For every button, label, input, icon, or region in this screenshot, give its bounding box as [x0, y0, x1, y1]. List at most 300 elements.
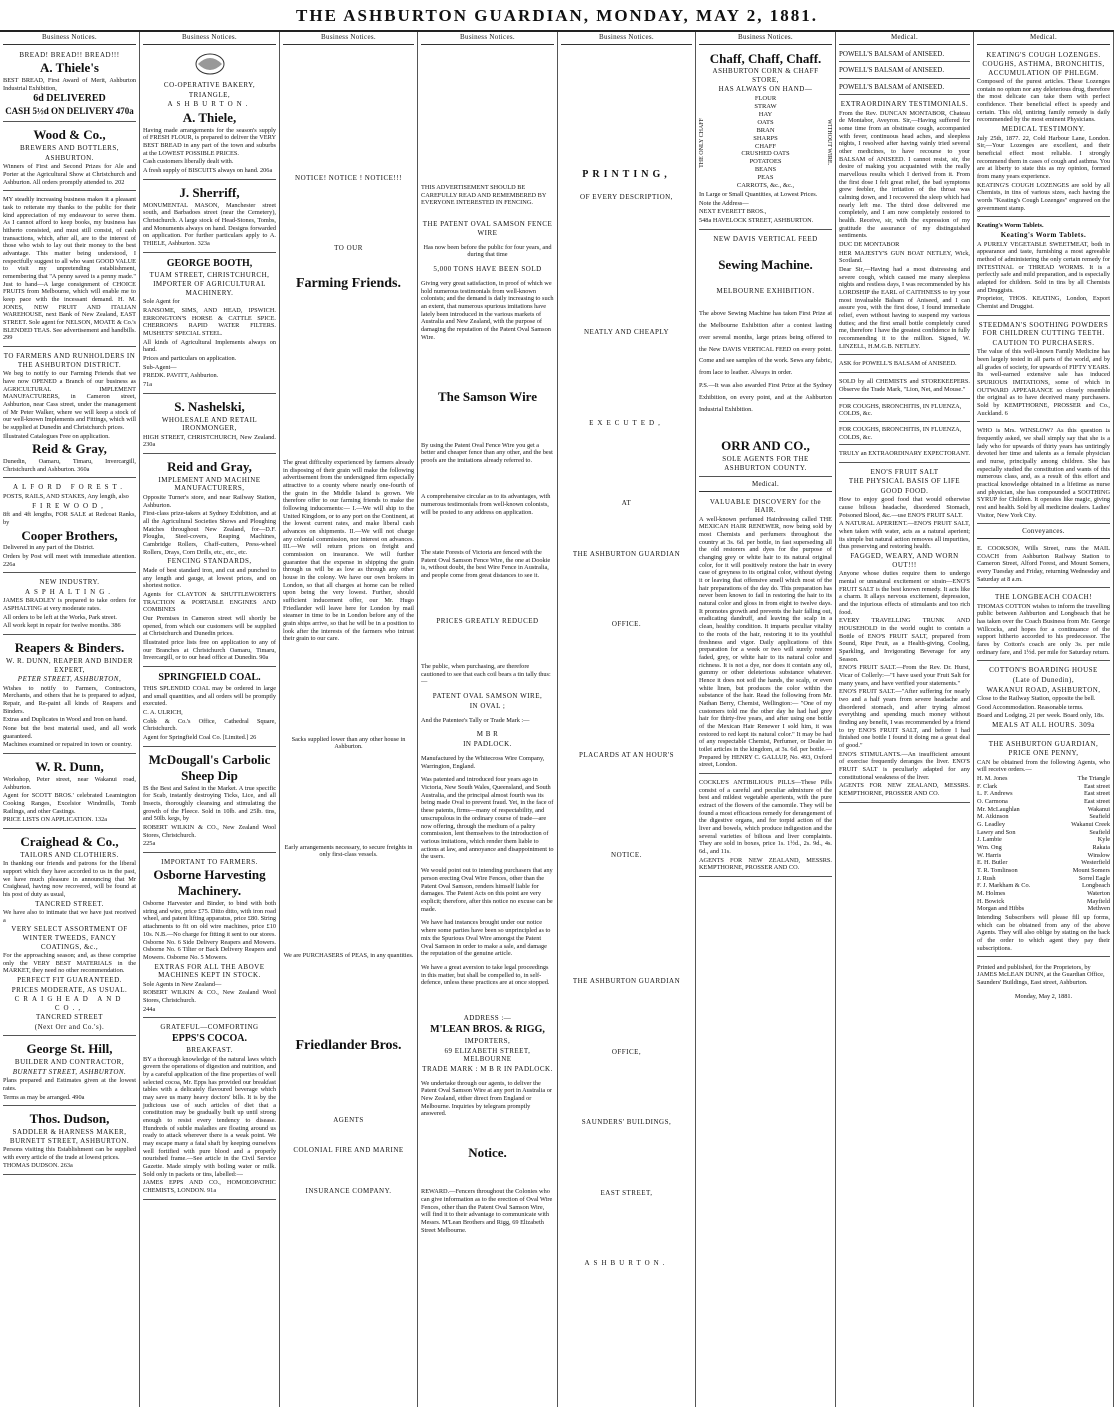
- agent-name: Wm. Ong: [977, 844, 1002, 852]
- ad-coop-bakery: [143, 48, 276, 180]
- ad-line: BEST BREAD, First Award of Merit, Ashburton Industrial Exhibition,: [3, 76, 136, 92]
- ad-title: SPRINGFIELD COAL.: [158, 671, 261, 683]
- agent-place: Wakanui: [1087, 805, 1110, 813]
- ad-body: First-class prize-takers at Sydney Exhibition, and at all the Agricultural Societies Shows and Ploughing Matches throughout New Zealand, for—D.F. Ploughs, Steel-covers, Reaping Machines, Cambridge Rollers, Chaff-cutters, Press-wheel Rollers, Drays, Corn Drills, etc., etc., etc.: [143, 510, 276, 556]
- ad-line: PRICES MODERATE, AS USUAL.: [11, 985, 128, 994]
- guardian-line: THE ASHBURTON GUARDIAN: [572, 976, 681, 985]
- ad-ask: [839, 357, 970, 373]
- ad-body: P.S.—It was also awarded First Prize at the Sydney Exhibition, on every point, and at the Ashburton Industrial Exhibition.: [699, 382, 832, 414]
- ad-body: Having made arrangements for the season's supply of FRESH FLOUR, is prepared to deliver the VERY BEST BREAD in any part of the town and suburbs at the LOWEST POSSIBLE PRICES.: [143, 126, 276, 157]
- samson-body: We have a great aversion to take legal proceedings in this matter, but shall be compelled to, in self-defence, unless these practices are at once stopped.: [421, 964, 550, 987]
- ad-title: EXTRAORDINARY TESTIMONIALS.: [840, 100, 969, 109]
- masthead-title: THE ASHBURTON GUARDIAN, MONDAY, MAY 2, 1881.: [296, 6, 818, 25]
- ad-title: STEEDMAN'S SOOTHING POWDERS FOR CHILDREN CUTTING TEETH.: [978, 320, 1109, 338]
- powells-line: POWELL'S BALSAM of ANISEED.: [839, 81, 970, 96]
- ad-title: VALUABLE DISCOVERY for the HAIR.: [709, 497, 822, 515]
- samson-line: 5,000 TONS HAVE BEEN SOLD: [433, 265, 542, 274]
- ad-line: 71a: [143, 381, 153, 389]
- ad-line: IMPLEMENT AND MACHINE MANUFACTURERS,: [158, 475, 261, 493]
- agent-row: [977, 790, 1110, 798]
- ad-body: A well-known perfumed Hairdressing called THE MEXICAN HAIR RENEWER, now being sold by most Chemists and perfumers throughout the country at 3s. 6d. per bottle, in fast superseding all the old restorers and dyes for the purpose of changing grey or white hair to its natural original color, for it will positively restore the hair in every case of greyness to its original color, without dyeing it or leaving that offensive smell which most of the hair preparations of the day do. This preparation has never been known to fail in restoring the hair to its natural color and gloss in from eight to twelve days. It promotes growth and prevents the hair falling out, eradicating dandruff, and leaving the scalp in a clean, healthy condition. It imparts peculiar vitality to the roots of the hair, restoring it to its youthful freshness and vigor. Daily applications of this preparation for a week or two will surely restore faded, grey, or white hair to its natural color and richness. It is not a dye, nor does it contain any oil, gummy or other deleterious substance whatever. Hence it does not soil the hands, the scalp, or even white linen, but produces the color within the substance of the hair. Read the following from Mr. Nathan Berry, Chemist, Wellington:— "One of my customers told me the other day he had had grey hair for thirty-five years, and after using one bottle of the Mexican Hair Renewer I sold him, it was restored to red kept its natural color." It may be had of any respectable Chemist, Perfumer, or Dealer in toilet articles in the kingdom, at 3s. 6d. per bottle.—Prepared by HENRY C. GALLUP, No. 493, Oxford street, London.: [699, 515, 832, 769]
- ad-line: JAMES EPPS AND CO., HOMOEOPATHIC CHEMISTS, LONDON. 91a: [143, 1179, 276, 1194]
- ad-title: A. Thiele,: [182, 109, 237, 125]
- agent-place: Mount Somers: [1072, 867, 1110, 875]
- ad-line: AGENTS FOR NEW ZEALAND, MESSRS. KEMPTHORNE, PROSSER AND CO.: [839, 782, 970, 798]
- chaff-item: CRUSHED OATS: [741, 150, 790, 158]
- ad-line: Plans prepared and Estimates given at the lowest rates.: [3, 1077, 136, 1092]
- ad-title: Osborne Harvesting Machinery.: [153, 867, 266, 899]
- at-line: AT: [621, 499, 632, 508]
- ad-line: Illustrated price lists free on application to any of our Branches at Christchurch Oamaru, Timaru, Invercargill, or to our head office at Dunedin. 90a: [143, 638, 276, 662]
- ad-osborne: [143, 855, 276, 1018]
- agent-name: J. Lambie: [977, 836, 1002, 844]
- samson-line: IN PADLOCK.: [463, 740, 512, 748]
- agent-row: [977, 821, 1110, 829]
- ad-line: For the approaching season; and, as these comprise only the VERY BEST MATERIALS in the MARKET, they need no other recommendation.: [3, 952, 136, 975]
- column-header: Business Notices.: [699, 32, 832, 45]
- column-5: [558, 32, 696, 1407]
- ad-line: ASHBURTON.: [45, 153, 94, 162]
- ad-line: Close to the Railway Station, opposite the bell.: [977, 695, 1096, 703]
- agent-name: T. R. Tomlinson: [977, 867, 1018, 875]
- ad-title: THE ASHBURTON GUARDIAN,: [988, 739, 1099, 748]
- ad-title: Sewing Machine.: [718, 257, 813, 273]
- agent-name: W. Harris: [977, 851, 1002, 859]
- ad-line: BURNETT STREET, ASHBURTON.: [12, 1067, 127, 1076]
- ad-line: Delivered in any part of the District.: [3, 544, 95, 552]
- ad-title: Chaff, Chaff, Chaff.: [709, 50, 822, 66]
- ad-line: SOLD by all CHEMISTS and STOREKEEPERS. Observe the Trade Mark, "Lion, Net, and Mouse.": [839, 378, 970, 393]
- ad-body: EVERY TRAVELLING TRUNK AND HOUSEHOLD in the world ought to contain a Bottle of ENO'S FRUIT SALT, prepared from Sound, Ripe Fruit, as a Health-giving, Cooling, Sparkling, and Invigorating Beverage for any Season.: [839, 617, 970, 663]
- ad-truly: [839, 447, 970, 463]
- ad-line: NEXT EVERETT BROS.,: [699, 208, 767, 216]
- ad-line: None but the best material used, and all work guaranteed.: [3, 724, 136, 740]
- agent-row: [977, 798, 1110, 806]
- ad-body: Intending Subscribers will please fill up forms, which can be obtained from any of the above Agents. They will also oblige by stating on the back of the order to which agent they pay their subscriptions.: [977, 914, 1110, 952]
- ad-title: A. Thiele's: [40, 60, 99, 76]
- chaff-item: PEAS: [757, 174, 774, 182]
- ad-line: NEW INDUSTRY.: [39, 578, 100, 587]
- ad-line: MEDICAL TESTIMONY.: [1001, 125, 1086, 134]
- ad-body: KEATING'S COUGH LOZENGES are sold by all Chemists, in tins of various sizes, each having the words "Keating's Cough Lozenges" engraved on the government stamp.: [977, 181, 1110, 212]
- ad-body: Agent for SCOTT BROS.' celebrated Leamington Cooking Ranges, Excelsior Windmills, Tomb Railings, and other Castings.: [3, 792, 136, 815]
- early-line: Early arrangements necessary, to secure freights in only first-class vessels.: [284, 843, 413, 859]
- ad-line: THE PHYSICAL BASIS OF LIFE: [848, 477, 961, 486]
- agent-row: [977, 898, 1110, 906]
- ad-title: THE LONGBEACH COACH!: [994, 593, 1093, 602]
- ad-body: MONUMENTAL MASON, Manchester street south, and Barbadoes street (near the Cemetery), Christchurch. A large stock of Head-Stones, Tombs, and Monuments always on hand. Designs forwarded on application. For further particulars apply to A. THIELE, Ashburton. 323a: [143, 201, 276, 247]
- ad-title: Cooper Brothers,: [21, 527, 118, 543]
- ad-line: (Next Orr and Co.'s).: [34, 1022, 105, 1031]
- agent-place: Kyle: [1097, 836, 1110, 844]
- ad-title: Keating's Worm Tablets.: [1000, 231, 1087, 240]
- ad-body: Winners of First and Second Prizes for Ale and Porter at the Agricultural Show at Christchurch and Ashburton. All orders promptly attended to. 202: [3, 163, 136, 186]
- ad-line: TUAM STREET, CHRISTCHURCH,: [149, 270, 270, 279]
- samson-body: Giving very great satisfaction, in proof of which we hold numerous testimonials from well-known colonists; and the demand is daily increasing to such an extent, that numerous spurious imitations have lately been introduced in the various markets of Australia and New Zealand, with the purpose of damaging the reputation of the Patent Oval Samson Wire.: [421, 279, 554, 341]
- ad-line: Good Accommodation. Reasonable terms.: [977, 703, 1084, 711]
- agent-row: [977, 783, 1110, 791]
- ad-body: COCKLE'S ANTIBILIOUS PILLS—These Pills consist of a careful and peculiar admixture of the best and mildest vegetable aperients, with the pure extract of the flowers of the camomile. They will be found a most efficacious remedy for derangement of the digestive organs, and for torpid action of the liver and bowels, which produce indigestion and the several varieties of bilious and liver complaints. They are sold in boxes, price 1s. 1½d., 2s. 9d., 4s. 6d., and 11s.: [699, 778, 832, 855]
- chaff-item: FLOUR: [754, 94, 777, 102]
- ad-springfield-coal: [143, 669, 276, 747]
- ad-title: ALFORD FOREST.: [12, 483, 127, 492]
- ad-body: July 25th, 1877. 22, Cold Harbour Lane, London. Sir,—Your Lozenges are excellent, and their beneficial effect most reliable. I strongly recommend them in cases of cough and asthma. You are at liberty to state this as my opinion, formed from many years experience.: [977, 134, 1110, 181]
- ad-line: CASH 5½d ON DELIVERY 470a: [5, 106, 134, 117]
- notice-heading: NOTICE! NOTICE ! NOTICE!!!: [295, 173, 402, 182]
- ad-title: GEORGE BOOTH,: [166, 257, 253, 269]
- ad-davis-sewing: [699, 232, 832, 477]
- ad-body: Composed of the purest articles. These Lozenges contain no opium nor any deleterious drug, therefore the most delicate can take them with perfect confidence. Their beneficial effect is speedy and certain. This old, untiring family remedy is daily recommended by the most eminent Physicians.: [977, 78, 1110, 124]
- to-our-label: TO OUR: [334, 244, 363, 253]
- agent-row: [977, 859, 1110, 867]
- column-6: [696, 32, 836, 1407]
- ad-line: POSTS, RAILS, AND STAKES, Any length, also: [3, 492, 129, 500]
- ad-body: E. COOKSON, Wills Street, runs the MAIL COACH from Ashburton Railway Station to Cameron Street, Alford Forest, and Mount Somers, every Tuesday and Friday, returning Wednesday and Saturday at 8 a.m.: [977, 544, 1110, 583]
- ad-body: We beg to notify to our Farming Friends that we have now OPENED a Branch of our business as AGRICULTURAL IMPLEMENT MANUFACTURERS, in Cameron street, Ashburton, near Cass street, under the management of Mr Peter Walker, where we will keep a stock of our well-known Implements and Fittings, which will be supplied at Dunedin and Christchurch prices.: [3, 370, 136, 431]
- chaff-item: SHARPS: [753, 134, 778, 142]
- column-3: [280, 32, 418, 1407]
- ad-line: DUC DE MONTABOR: [839, 241, 900, 249]
- ad-line: PERFECT FIT GUARANTEED.: [17, 976, 122, 985]
- chaff-item: CHAFF: [755, 142, 776, 150]
- imprint-date: Monday, May 2, 1881.: [1014, 993, 1073, 1001]
- chaff-item: BEANS: [754, 166, 777, 174]
- agent-name: M. Atkinson: [977, 813, 1009, 821]
- ad-hair-renewer: [699, 495, 832, 774]
- ad-line: ASHBURTON.: [167, 100, 252, 109]
- ad-keating-lozenges: [977, 48, 1110, 218]
- ad-body: The value of this well-known Family Medicine has been largely tested in all parts of the world, and by all grades of society, for upwards of FIFTY YEARS. Its well-earned extensive sale has induced SPURIOUS IMITATIONS, some of which in OUTWARD APPEARANCE so closely resemble the original as to have deceived many purchasers. Sold by KEMPTHORNE, PROSSER and Co., Auckland. 6: [977, 348, 1110, 417]
- agent-place: Seafield: [1089, 813, 1110, 821]
- ad-line: Persons visiting this Establishment can be supplied with every article of the trade at lowest prices.: [3, 1146, 136, 1161]
- ad-body: A PURELY VEGETABLE SWEETMEAT, both in appearance and taste, furnishing a most agreeable method of administering the only certain remedy for INTESTINAL or THREAD WORMS. It is a perfectly safe and mild preparation, and is especially adapted for children. Sold in tins by all Chemists and Druggists.: [977, 240, 1110, 294]
- ad-line: Extras and Duplicates in Wood and Iron on hand.: [3, 716, 128, 724]
- ad-line: TAILORS AND CLOTHIERS.: [20, 850, 119, 859]
- ad-body: Wishes to notify to Farmers, Contractors, Merchants, and others that he is prepared to adjust, Repair, and Re-paint all kinds of Reapers and Binders.: [3, 684, 136, 715]
- side-label: WITHOUT WIRE.: [826, 119, 832, 166]
- ad-line: Dunedin, Oamaru, Timaru, Invercargill, Christchurch and Ashburton. 360a: [3, 458, 136, 473]
- agent-place: East street: [1083, 782, 1110, 790]
- ad-line: CAUTION TO PURCHASERS.: [992, 338, 1095, 347]
- agent-name: H. M. Jones: [977, 775, 1008, 783]
- ad-line: NEW DAVIS VERTICAL FEED: [713, 234, 818, 243]
- ad-guardian-agents: [977, 737, 1110, 958]
- ad-title: W. R. Dunn,: [35, 758, 104, 774]
- agent-place: Rakaia: [1092, 844, 1110, 852]
- ad-line: Workshop, Peter street, near Wakanui road, Ashburton.: [3, 775, 136, 791]
- friedlander-body: The great difficulty experienced by farmers already in disposing of their grain will make the following advertisement from the undersigned firm especially attractive to a county where nearly one-fourth of the grain in the Middle Island is grown. We therefore offer to our farming friends to make the following inducements:— I.—We will ship to the United Kingdom, or to any port on the Continent, at the lowest current rates, and make liberal cash advances on shipments. II.—We will not charge any colonial commission, nor interest on advances. III.—We will return prices on freight and commission on insurance. We will further guarantee that the expense in shipping the grain through us will be as low as through any other house in the colony. We have our own brokers in London, so that all charges at home can be relied upon being the very lowest. Further, should sufficient inducement offer, our Mr. Hugo Friedlander will leave here for London by mail steamer in time to be in London before any of the grain ships arrive, so that he will be in a position to look after the interests of the farmers who intrust their grain to our care.: [283, 458, 414, 643]
- samson-body: Was patented and introduced four years ago in Victoria, New South Wales, Queensland, and South Australia, and the principal almost fourth was its being made Oval to prevent fraud. Yet, in the face of these patents, firms—many of respectability, and unscrupulous in the ordinary course of trade—are now offering, through the medium of a paltry commission, lent themselves to the introduction of various imitations, which render them liable to actions at law, and annoyance and disappointment to the users.: [421, 776, 554, 861]
- ad-line: 6d DELIVERED: [33, 93, 106, 105]
- ad-line: SOLE AGENTS FOR THE ASHBURTON COUNTY.: [722, 455, 809, 472]
- ad-title: Thos. Dudson,: [29, 1111, 110, 1127]
- ad-title: Reid & Gray,: [32, 441, 107, 457]
- ad-line: BREAD! BREAD!! BREAD!!!: [19, 50, 120, 59]
- ad-title: COTTON'S BOARDING HOUSE: [989, 666, 1098, 675]
- mclean-title: M'LEAN BROS. & RIGG,: [430, 1023, 545, 1035]
- ad-line: Our Premises in Cameron street will shortly be opened, from which our customers will be supplied at Christchurch and Dunedin prices.: [143, 614, 276, 638]
- column-header: Medical.: [839, 32, 970, 45]
- ad-line: Cobb & Co.'s Office, Cathedral Square, Christchurch.: [143, 717, 276, 733]
- ad-dunn: [3, 756, 136, 829]
- ad-line: TANCRED STREET.: [35, 899, 104, 908]
- agent-place: East street: [1083, 790, 1110, 798]
- office-line: OFFICE,: [611, 1047, 642, 1056]
- ad-line: HER MAJESTY'S GUN BOAT NETLEY, Wick, Scotland.: [839, 249, 970, 265]
- ad-line: 8ft and 4ft lengths, FOR SALE at Redcoat Ranks, by: [3, 511, 136, 526]
- ad-line: Board and Lodging, 21 per week. Board only, 18s.: [977, 712, 1105, 720]
- ad-line: THOMAS DUDSON. 263a: [3, 1162, 73, 1170]
- ad-line: We have also to intimate that we have just received a: [3, 909, 136, 924]
- column-header: Business Notices.: [283, 32, 414, 45]
- ad-line: WHOLESALE AND RETAIL IRONMONGER,: [161, 415, 258, 433]
- samson-body: Manufactured by the Whitecross Wire Company, Warrington, England.: [421, 754, 545, 770]
- ad-craighead: [3, 831, 136, 1036]
- samson-line: IN OVAL ;: [469, 701, 506, 710]
- samson-body: We would point out to intending purchasers that any person erecting Oval Wire Fences, other than the Patent Oval Samson, renders himself liable for damages. The Patent Acts on this point are very explicit; therefore, after this notice no excuse can be made.: [421, 867, 553, 913]
- ad-line: TRULY an EXTRAORDINARY EXPECTORANT.: [839, 450, 970, 458]
- ad-line: Proprietor, THOS. KEATING, London, Export Chemist and Druggist.: [977, 295, 1110, 310]
- ad-body: JAMES BRADLEY is prepared to take orders for ASPHALTING at very moderate rates.: [3, 597, 136, 613]
- ad-asphalting: [3, 575, 136, 635]
- ad-title: McDougall's Carbolic Sheep Dip: [148, 751, 271, 783]
- chaff-item: STRAW: [754, 102, 777, 110]
- address-label: ADDRESS :—: [463, 1014, 512, 1023]
- agent-row: [977, 890, 1110, 898]
- column-header: Business Notices.: [143, 32, 276, 45]
- street-line: 69 ELIZABETH STREET, MELBOURNE: [444, 1046, 531, 1064]
- placards-line: PLACARDS AT AN HOUR'S: [578, 750, 675, 759]
- samson-line: M B R: [476, 730, 499, 739]
- ad-line: ROBERT WILKIN & CO., New Zealand Wool Stores, Christchurch.: [143, 989, 276, 1004]
- trademark-line: TRADE MARK : M B R IN PADLOCK.: [422, 1064, 553, 1073]
- ad-cockle-pills: [699, 776, 832, 877]
- samson-line: PATENT OVAL SAMSON WIRE,: [432, 692, 543, 701]
- column-header: Business Notices.: [561, 32, 692, 45]
- agent-name: F. Clark: [977, 782, 998, 790]
- ad-body: MY steadily increasing business makes it a pleasant task to reiterate my thanks to the public for their kind appreciation of my endeavour to serve them. As I cannot afford to keep books, my business has hitherto consisted, and must still consist, of cash transactions, which, after all, are to the interest of those who wish to lay out their money to the best advantage. This matter being understood, I respectfully suggest to all who want GOOD VALUE to visit my unpretending establishment, remembering that "A penny saved is a penny made." Just to hand—A large consignment of CHOICE FRUITS from Melbourne, which will enable me to keep pace with the incessant demand. H. M. JONES, NEW FRUIT AND ITALIAN WAREHOUSE, next Bank of New Zealand, EAST STREET. Sole agent for NELSON, MOATE & Co.'s BLENDED TEAS. See advertisement and handbills. 299: [3, 196, 136, 342]
- ad-nashelski: [143, 396, 276, 454]
- ad-line: Prices and particulars on application.: [143, 355, 237, 363]
- agent-name: O. Carmona: [977, 798, 1008, 806]
- samson-body: We have had instances brought under our notice where some parties have been so unprincipled as to mix the Spurious Oval Wire amongst the Patent Oval Samson in order to make a sale, and damage the reputation of the genuine article.: [421, 919, 551, 958]
- ad-line: Sole Agent for: [143, 298, 180, 306]
- ad-testimonials: [839, 97, 970, 355]
- colonial-line: COLONIAL FIRE AND MARINE: [293, 1146, 404, 1155]
- ad-line: FENCING STANDARDS,: [167, 557, 252, 566]
- ad-body: ENO'S STIMULANTS.—An insufficient amount of exercise frequently deranges the liver. ENO'S FRUIT SALT is peculiarly adapted for any constitutional weakness of the liver.: [839, 750, 970, 781]
- ad-steedman: [977, 318, 1110, 423]
- powells-line: POWELL'S BALSAM of ANISEED.: [839, 64, 970, 79]
- ad-title: George St. Hill,: [26, 1041, 113, 1057]
- ad-title: Reid and Gray,: [167, 459, 252, 475]
- agent-row: [977, 852, 1110, 860]
- agent-row: [977, 836, 1110, 844]
- agent-name: L. F. Andrews: [977, 790, 1013, 798]
- agents-list: [977, 775, 1110, 913]
- ad-body: In thanking our friends and patrons for the liberal support which they have accorded to us in the past, we have much pleasure in announcing that Mr Craighead, having now recovered, will be found at his post of duty as usual,: [3, 860, 136, 898]
- ad-line: GOOD FOOD.: [880, 486, 929, 495]
- ad-line: FIREWOOD,: [32, 501, 107, 510]
- items-list: [706, 95, 824, 190]
- coughs-list: [839, 401, 970, 446]
- imprint: Printed and published, for the Proprietors, by JAMES McLEAN DUNN, at the Guardian Office, Saunders' Buildings, East street, Ashburton.: [977, 963, 1105, 987]
- neatly-line: NEATLY AND CHEAPLY: [583, 328, 670, 337]
- ad-body: ENO'S FRUIT SALT.—From the Rev. Dr. Hurst, Vicar of Collerly:—"I have used your Fruit Salt for many years, and have verified your statements.": [839, 664, 970, 687]
- ad-body: BY a thorough knowledge of the natural laws which govern the operations of digestion and nutrition, and by a careful application of the fine properties of well selected cocoa, Mr. Epps has provided our breakfast tables with a delicately flavoured beverage which may save us many heavy doctors' bills. It is by the judicious use of such articles of diet that a constitution may be gradually built up until strong enough to resist every tendency to disease. Hundreds of subtle maladies are floating around us ready to attack wherever there is a weak point. We may escape many a fatal shaft by keeping ourselves well fortified with pure blood and a properly nourished frame.—See article in the Civil Service Gazette. Made simply with boiling water or milk. Sold only in packets or tins, labelled:—: [143, 1055, 276, 1178]
- ad-line: ASHBURTON CORN & CHAFF STORE,: [712, 67, 819, 84]
- samson-body: The public, when purchasing, are therefore cautioned to see that each coil bears a tin tally thus:—: [421, 662, 551, 686]
- ad-line: Made of best standard iron, and cut and punched to any length and gauge, at lowest prices, and on shortest notice.: [143, 566, 276, 590]
- east-line: EAST STREET,: [600, 1188, 653, 1197]
- agent-name: Lawry and Son: [977, 828, 1016, 836]
- column-header: Medical.: [977, 32, 1110, 45]
- ad-line: Terms as may be arranged. 490a: [3, 1093, 85, 1101]
- purchasers-line: We are PURCHASERS of PEAS, in any quantities.: [283, 951, 414, 959]
- printing-title: PRINTING,: [582, 168, 671, 180]
- ad-title: J. Sherriff,: [179, 184, 240, 200]
- ad-line: Keating's Worm Tablets.: [977, 222, 1044, 230]
- samson-body: By using the Patent Oval Fence Wire you get a better and cheaper fence than any other, and the best proofs are the imitations already referred to.: [421, 441, 553, 465]
- ad-title: ENO'S FRUIT SALT: [870, 467, 939, 476]
- ad-winslow: [977, 424, 1110, 524]
- ad-title: Reapers & Binders.: [14, 640, 125, 656]
- column-4: [418, 32, 558, 1407]
- ad-body: THIS SPLENDID COAL may be ordered in large and small quantities, and all orders will be promptly executed.: [143, 685, 276, 708]
- ad-line: VERY SELECT ASSORTMENT OF WINTER TWEEDS, FANCY COATINGS, &c.,: [11, 925, 128, 951]
- agent-place: Longbeach: [1082, 882, 1110, 890]
- agent-place: Waterton: [1087, 890, 1110, 898]
- ad-title: ORR AND CO.,: [721, 438, 810, 454]
- ad-line: IMPORTANT TO FARMERS.: [161, 857, 258, 866]
- ad-wood: [3, 124, 136, 191]
- ad-body: IS the Best and Safest in the Market. A true specific for Scab, instantly destroying Ticks, Lice, and all Insects, thoroughly cleansing and stimulating the growth of the Fleece. Sold in 10lb. and 25lb. tins, and 50lb. kegs, by: [143, 784, 276, 823]
- ad-line: MELBOURNE EXHIBITION.: [716, 287, 815, 296]
- agent-row: [977, 806, 1110, 814]
- ad-line: BREWERS AND BOTTLERS,: [20, 144, 119, 153]
- agent-name: J. Rush: [977, 874, 996, 882]
- chaff-item: OATS: [757, 118, 774, 126]
- ad-line: IMPORTER OF AGRICULTURAL MACHINERY.: [153, 280, 266, 297]
- ad-line: Agent for Springfield Coal Co. [Limited.] 26: [143, 734, 257, 742]
- powells-list: [839, 48, 970, 96]
- ad-body: THOMAS COTTON wishes to inform the travelling public between Ashburton and Longbeach that he has taken over the Coach Business from Mr. George Willcocks, and hopes for a continuance of the support hitherto accorded to his predecessor. The fares by Cotton's coach are only 3s. per mile ordinary fare, and 1½d. per mile for Saturday return.: [977, 602, 1110, 656]
- agent-name: M. Holmes: [977, 890, 1006, 898]
- ad-line: PRICE ONE PENNY,: [1008, 749, 1079, 758]
- samson-line: And the Patentee's Tally or Trade Mark :—: [421, 716, 530, 724]
- notice-line: NOTICE.: [611, 851, 642, 860]
- ad-line: ASK for POWELL'S BALSAM of ANISEED.: [839, 360, 957, 368]
- ad-line: C. A. ULRICH,: [143, 709, 183, 717]
- ad-line: (Late of Dunedin),: [1012, 676, 1075, 685]
- agent-name: G. Leadley: [977, 821, 1005, 829]
- notice-title: Notice.: [468, 1145, 507, 1161]
- ad-body: RANSOME, SIMS, AND HEAD, IPSWICH. ERRONGTON'S HORSE & CATTLE SPICE. CHERRON'S RAPID WATER FILTERS. MUSHETS' SPECIAL STEEL.: [143, 307, 276, 338]
- ad-line: AGENTS FOR NEW ZEALAND, MESSRS. KEMPTHORNE, PROSSER AND CO.: [699, 856, 832, 872]
- ad-cotton-boarding: [977, 663, 1110, 734]
- column-header: Business Notices.: [3, 32, 136, 45]
- ad-line: 548a HAVELOCK STREET, ASHBURTON.: [699, 217, 814, 225]
- ad-line: CO-OPERATIVE BAKERY,: [163, 81, 256, 90]
- ad-line: BREAKFAST.: [186, 1045, 233, 1054]
- ad-body: CAN be obtained from the following Agents, who will receive orders.—: [977, 758, 1110, 774]
- ad-sherriff: [143, 182, 276, 253]
- agent-row: [977, 867, 1110, 875]
- importers-line: IMPORTERS,: [464, 1037, 511, 1046]
- ad-alford-forest: [3, 480, 136, 573]
- agent-row: [977, 905, 1110, 913]
- powells-line: POWELL'S BALSAM of ANISEED.: [839, 48, 970, 63]
- ad-body: Anyone whose duties require them to undergo mental or unnatural excitement or strain—ENO'S FRUIT SALT is the best known remedy. It acts like a charm. It allays nervous excitement, depression, and the injurious effects of stimulants and too rich food.: [839, 570, 970, 616]
- ad-line: GRATEFUL—COMFORTING: [160, 1023, 259, 1032]
- ad-line: All orders to be left at the Works, Park street.: [3, 613, 117, 621]
- sacks-line: Sacks supplied lower than any other house in Ashburton.: [291, 735, 406, 751]
- agent-name: Morgan and Hibbs: [977, 905, 1025, 913]
- column-7: [836, 32, 974, 1407]
- ad-chaff: [699, 48, 832, 230]
- ad-line: TANCRED STREET: [36, 1013, 103, 1022]
- ad-line: Sub-Agent—: [143, 363, 177, 371]
- ad-line: MEALS AT ALL HOURS. 309a: [992, 721, 1095, 730]
- agent-place: Wakanui Creek: [1071, 821, 1110, 829]
- ad-dudson: [3, 1108, 136, 1175]
- ad-line: COUGHS, ASTHMA, BRONCHITIS, ACCUMULATION OF PHLEGM.: [982, 60, 1105, 77]
- ad-title: Craighead & Co.,: [20, 833, 119, 849]
- ad-booth: [143, 255, 276, 394]
- ad-line: PRICE LISTS ON APPLICATION. 132a: [3, 816, 108, 824]
- ad-title: TO FARMERS AND RUNHOLDERS IN THE ASHBURTON DISTRICT.: [3, 352, 136, 369]
- reward-body: REWARD.—Fencers throughout the Colonies who can give information as to the erection of Oval Wire Fences, other than the Patent Oval Samson Wire, will find it to their advantage to communicate with Messrs. M'Lean Brothers and Rigg, 69 Elizabeth Street Melbourne.: [421, 1188, 553, 1234]
- samson-line: THE PATENT OVAL SAMSON FENCE WIRE: [422, 220, 553, 237]
- guardian-line: THE ASHBURTON GUARDIAN: [572, 549, 681, 558]
- agent-row: [977, 775, 1110, 783]
- ad-line: A fresh supply of BISCUITS always on hand. 206a: [143, 167, 273, 175]
- ad-line: EXTRAS FOR ALL THE ABOVE MACHINES KEPT IN STOCK.: [154, 962, 265, 980]
- agents-label: AGENTS: [333, 1115, 364, 1124]
- ad-line: CRAIGHEAD AND CO.,: [14, 995, 125, 1012]
- ad-body: From the Rev. DUNCAN MONTABOR, Chateau de Montabor, Aveyron. Sir,—Having suffered for some time from an obstinate cough, accompanied with fever, continuous head aches, and sleepless nights, I resolved after having vainly tried several other medicines, to have recourse to your BALSAM of ANISEED. I cannot resist, sir, the desire of making you acquainted with the really marvellous results which I derived from it. From the first dose I felt great relief, the bad symptoms grew feebler, the irritation of the throat was calming down, and I recovered the sleep which had nearly left me. The third dose delivered me completely, and I am now completely restored to health. Receive, sir, with the expression of my gratitude the assurance of my distinguished sentiments.: [839, 109, 970, 240]
- ad-body: ENO'S FRUIT SALT.—"After suffering for nearly two and a half years from severe headache and disordered stomach, and after trying almost everything and spending much money without finding any benefit, I was recommended by a friend to try ENO'S FRUIT SALT, and before I had finished one bottle I found it doing me a great deal of good.": [839, 688, 970, 749]
- ad-longbeach-coach: [977, 590, 1110, 661]
- prices-line: PRICES GREATLY REDUCED: [436, 617, 539, 625]
- agent-place: Mayfield: [1086, 897, 1110, 905]
- ad-eno-fruit-salt: [839, 465, 970, 803]
- samson-body: The state Forests of Victoria are fenced with the Patent Oval Samson Fence Wire, the one at Dookie is, without doubt, the best Wire Fence in Australia, and people come from great distances to see it.: [421, 549, 551, 580]
- agent-place: Methven: [1087, 905, 1110, 913]
- ad-line: All kinds of Agricultural Implements always on hand.: [143, 338, 276, 354]
- ad-line: WAKANUI ROAD, ASHBURTON,: [986, 685, 1101, 694]
- ad-line: W. R. DUNN, REAPER AND BINDER EXPERT,: [5, 657, 134, 674]
- ad-line: Illustrated Catalogues Free on application.: [3, 432, 110, 440]
- ad-fruit-warehouse: [3, 193, 136, 347]
- ad-line: Sole Agents in New Zealand—: [143, 980, 222, 988]
- samson-line: Has now been before the public for four years, and during that time: [423, 243, 552, 259]
- agent-name: Mr. McLaughlan: [977, 805, 1020, 813]
- samson-title: The Samson Wire: [438, 388, 537, 404]
- ad-thiele-bread: [3, 48, 136, 123]
- ad-worm-tablets: [977, 219, 1110, 315]
- ad-title: KEATING'S COUGH LOZENGES.: [986, 50, 1101, 59]
- ad-line: Note the Address—: [699, 199, 749, 207]
- agent-place: Seafield: [1089, 828, 1110, 836]
- agent-place: Westerfield: [1081, 859, 1110, 867]
- saunders-line: SAUNDERS' BUILDINGS,: [581, 1118, 672, 1127]
- section-header: Conveyances.: [977, 526, 1110, 539]
- section-header: Medical.: [699, 479, 832, 492]
- agent-row: [977, 813, 1110, 821]
- agent-row: [977, 882, 1110, 890]
- ad-line: Opposite Turner's store, and near Railway Station, Ashburton.: [143, 493, 276, 509]
